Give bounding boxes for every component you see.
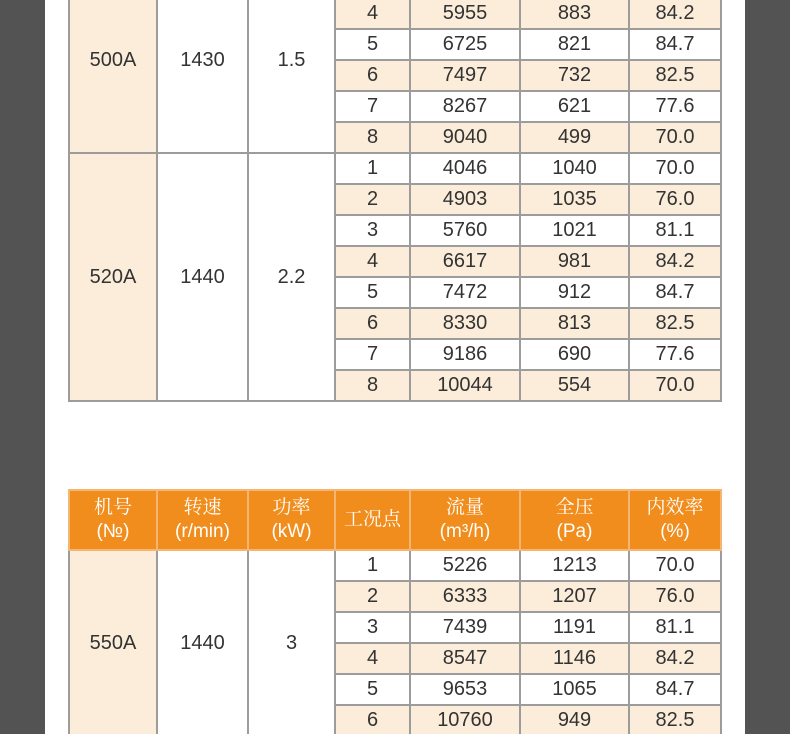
pressure-cell: 1035 bbox=[520, 184, 629, 215]
efficiency-cell: 70.0 bbox=[629, 370, 721, 401]
header-efficiency bbox=[629, 490, 721, 550]
pressure-cell: 1213 bbox=[520, 550, 629, 581]
flow-cell: 7472 bbox=[410, 277, 520, 308]
performance-table-1 bbox=[68, 0, 722, 402]
point-cell: 7 bbox=[335, 91, 410, 122]
header-model-label: 机号 bbox=[93, 497, 132, 518]
performance-table-2 bbox=[68, 489, 722, 734]
point-cell: 5 bbox=[335, 277, 410, 308]
flow-cell: 10760 bbox=[410, 705, 520, 734]
table-row bbox=[69, 550, 721, 581]
efficiency-cell: 77.6 bbox=[629, 91, 721, 122]
point-cell: 5 bbox=[335, 29, 410, 60]
point-cell: 4 bbox=[335, 246, 410, 277]
performance-table-1-body bbox=[69, 0, 721, 401]
header-flow bbox=[410, 490, 520, 550]
header-model bbox=[69, 490, 157, 550]
flow-cell: 4903 bbox=[410, 184, 520, 215]
flow-cell: 9653 bbox=[410, 674, 520, 705]
efficiency-cell: 70.0 bbox=[629, 122, 721, 153]
header-flow-label: 流量 bbox=[445, 497, 484, 518]
flow-cell: 5760 bbox=[410, 215, 520, 246]
flow-cell: 5955 bbox=[410, 0, 520, 29]
flow-cell: 6333 bbox=[410, 581, 520, 612]
spec-page bbox=[45, 0, 745, 734]
efficiency-cell: 84.7 bbox=[629, 674, 721, 705]
power-cell: 2.2 bbox=[248, 153, 335, 401]
flow-cell: 5226 bbox=[410, 550, 520, 581]
power-cell: 1.5 bbox=[248, 0, 335, 153]
pressure-cell: 499 bbox=[520, 122, 629, 153]
header-speed-label: 转速 bbox=[183, 497, 222, 518]
flow-cell: 9040 bbox=[410, 122, 520, 153]
header-power-label: 功率 bbox=[272, 497, 311, 518]
header-point bbox=[335, 490, 410, 550]
speed-cell: 1440 bbox=[157, 550, 248, 734]
efficiency-cell: 70.0 bbox=[629, 153, 721, 184]
point-cell: 6 bbox=[335, 60, 410, 91]
efficiency-cell: 84.7 bbox=[629, 277, 721, 308]
header-efficiency-unit: (%) bbox=[660, 521, 690, 542]
flow-cell: 9186 bbox=[410, 339, 520, 370]
header-power bbox=[248, 490, 335, 550]
point-cell: 1 bbox=[335, 153, 410, 184]
header-efficiency-label: 内效率 bbox=[646, 497, 704, 518]
pressure-cell: 621 bbox=[520, 91, 629, 122]
point-cell: 4 bbox=[335, 0, 410, 29]
header-flow-unit: (m³/h) bbox=[439, 521, 491, 542]
pressure-cell: 949 bbox=[520, 705, 629, 734]
pressure-cell: 821 bbox=[520, 29, 629, 60]
point-cell: 6 bbox=[335, 308, 410, 339]
flow-cell: 10044 bbox=[410, 370, 520, 401]
pressure-cell: 1191 bbox=[520, 612, 629, 643]
pressure-cell: 1065 bbox=[520, 674, 629, 705]
efficiency-cell: 84.2 bbox=[629, 643, 721, 674]
model-cell: 500A bbox=[69, 0, 157, 153]
pressure-cell: 554 bbox=[520, 370, 629, 401]
efficiency-cell: 84.7 bbox=[629, 29, 721, 60]
header-speed-unit: (r/min) bbox=[175, 521, 230, 542]
header-power-unit: (kW) bbox=[271, 521, 312, 542]
model-cell: 520A bbox=[69, 153, 157, 401]
point-cell: 7 bbox=[335, 339, 410, 370]
efficiency-cell: 81.1 bbox=[629, 215, 721, 246]
header-pressure-label: 全压 bbox=[555, 497, 594, 518]
point-cell: 6 bbox=[335, 705, 410, 734]
efficiency-cell: 70.0 bbox=[629, 550, 721, 581]
pressure-cell: 981 bbox=[520, 246, 629, 277]
model-cell: 550A bbox=[69, 550, 157, 734]
header-pressure-unit: (Pa) bbox=[556, 521, 593, 542]
point-cell: 3 bbox=[335, 612, 410, 643]
efficiency-cell: 82.5 bbox=[629, 705, 721, 734]
efficiency-cell: 81.1 bbox=[629, 612, 721, 643]
point-cell: 2 bbox=[335, 184, 410, 215]
pressure-cell: 732 bbox=[520, 60, 629, 91]
point-cell: 8 bbox=[335, 122, 410, 153]
pressure-cell: 912 bbox=[520, 277, 629, 308]
efficiency-cell: 76.0 bbox=[629, 184, 721, 215]
flow-cell: 6725 bbox=[410, 29, 520, 60]
efficiency-cell: 82.5 bbox=[629, 308, 721, 339]
efficiency-cell: 84.2 bbox=[629, 0, 721, 29]
pressure-cell: 1207 bbox=[520, 581, 629, 612]
efficiency-cell: 77.6 bbox=[629, 339, 721, 370]
header-speed bbox=[157, 490, 248, 550]
flow-cell: 4046 bbox=[410, 153, 520, 184]
pressure-cell: 813 bbox=[520, 308, 629, 339]
header-point-label: 工况点 bbox=[343, 509, 401, 530]
efficiency-cell: 84.2 bbox=[629, 246, 721, 277]
flow-cell: 8547 bbox=[410, 643, 520, 674]
efficiency-cell: 76.0 bbox=[629, 581, 721, 612]
header-pressure bbox=[520, 490, 629, 550]
pressure-cell: 1040 bbox=[520, 153, 629, 184]
point-cell: 1 bbox=[335, 550, 410, 581]
flow-cell: 7497 bbox=[410, 60, 520, 91]
pressure-cell: 883 bbox=[520, 0, 629, 29]
flow-cell: 7439 bbox=[410, 612, 520, 643]
pressure-cell: 1021 bbox=[520, 215, 629, 246]
pressure-cell: 690 bbox=[520, 339, 629, 370]
point-cell: 3 bbox=[335, 215, 410, 246]
efficiency-cell: 82.5 bbox=[629, 60, 721, 91]
speed-cell: 1430 bbox=[157, 0, 248, 153]
point-cell: 4 bbox=[335, 643, 410, 674]
performance-table-2-body bbox=[69, 550, 721, 734]
power-cell: 3 bbox=[248, 550, 335, 734]
pressure-cell: 1146 bbox=[520, 643, 629, 674]
point-cell: 5 bbox=[335, 674, 410, 705]
header-model-unit: (№) bbox=[96, 521, 130, 542]
speed-cell: 1440 bbox=[157, 153, 248, 401]
table-row bbox=[69, 153, 721, 184]
flow-cell: 8267 bbox=[410, 91, 520, 122]
point-cell: 8 bbox=[335, 370, 410, 401]
table-header-row bbox=[69, 490, 721, 550]
flow-cell: 8330 bbox=[410, 308, 520, 339]
flow-cell: 6617 bbox=[410, 246, 520, 277]
point-cell: 2 bbox=[335, 581, 410, 612]
